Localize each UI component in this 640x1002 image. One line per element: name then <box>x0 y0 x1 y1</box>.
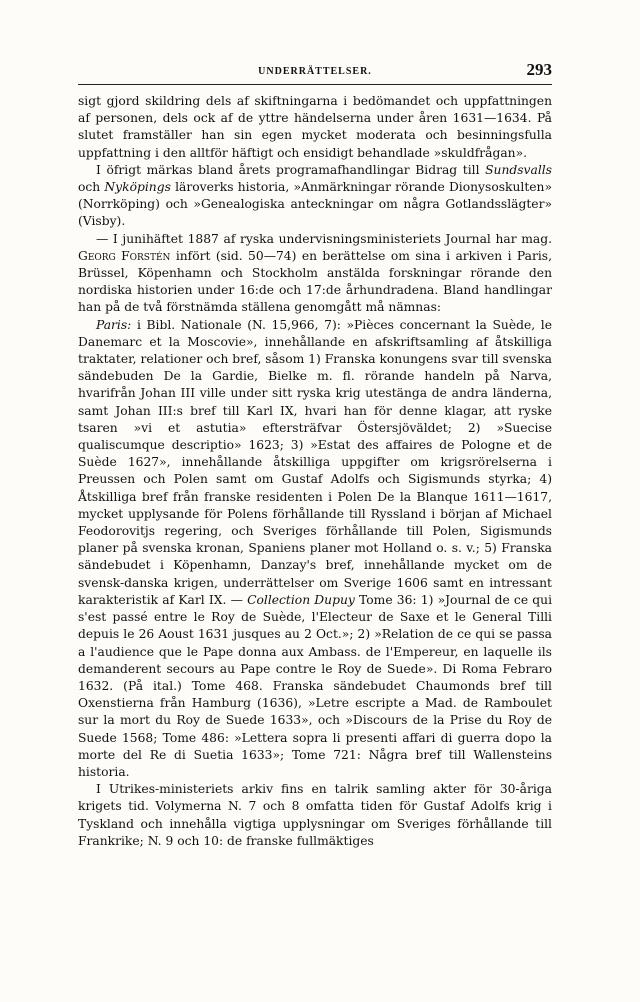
paragraph <box>78 162 552 231</box>
page-header <box>78 60 552 82</box>
text-run: — I junihäftet 1887 af ryska undervisningsministeriets Journal har mag. <box>96 231 552 246</box>
text-run: infört (sid. 50—74) en berättelse om sina i arkiven i Paris, Brüssel, Köpenhamn och Stockholm anstälda forskningar rörande den nordiska historien under 16:de och 17:de århundradena. Bland handlingar han på de två förstnämda ställena genomgått må nämnas: <box>78 248 552 315</box>
text-run: Tome 36: 1) »Journal de ce qui s'est passé entre le Roy de Suède, l'Electeur de Saxe et le General Tilli depuis le 26 Aoust 1631 jusques au 2 Oct.»; 2) »Relation de ce qui se passa a l'audience que le Pape donna aux Ambass. de l'Empereur, en laquelle ils demanderent secours au Pape contre le Roy de Suede». Di Roma Febraro 1632. (På ital.) Tome 468. Franska sändebudet Chaumonds bref till Oxenstierna från Hamburg (1636), »Letre escripte a Mad. de Ramboulet sur la mort du Roy de Suede 1633», och »Discours de la Prise du Roy de Suede 1568; Tome 486: »Lettera sopra li presenti affari di guerra dopo la morte del Re di Suetia 1633»; Tome 721: Några bref till Wallensteins historia. <box>78 592 553 779</box>
text-run: Georg Forstén <box>78 248 171 263</box>
paragraph <box>78 231 552 317</box>
body-text <box>78 93 552 850</box>
paragraph <box>78 781 552 850</box>
text-run: I Utrikes-ministeriets arkiv fins en talrik samling akter för 30-åriga krigets tid. Volymerna N. 7 och 8 omfatta tiden för Gustaf Adolfs krig i Tyskland och innehålla vigtiga upplysningar om Sveriges förhållande till Frankrike; N. 9 och 10: de franske fullmäktiges <box>78 782 552 848</box>
running-title: UNDERRÄTTELSER. <box>258 66 372 77</box>
text-run: sigt gjord skildring dels af skiftningarna i bedömandet och uppfattningen af personen, dels ock af de yttre händelserna under åren 1631—1634. På slutet framställer han sin egen mycket moderata och besinningsfulla uppfattning i den alltför häftigt och ensidigt behandlade »skuldfrågan». <box>78 94 552 160</box>
text-run: Nyköpings <box>104 180 171 195</box>
text-run: i Bibl. Nationale (N. 15,966, 7): »Pièces concernant la Suède, le Danemarc et la Moscovie», innehållande en afskriftsamling af åtskilliga traktater, relationer och bref, såsom 1) Franska konungens svar till svenska sändebuden De la Gardie, Bielke m. fl. rörande handeln på Narva, hvarifrån Johan III ville under sitt ryska krig utestänga de andra länderna, samt Johan III:s bref till Karl IX, hvari han för denne klagar, att ryske tsaren »vi et astutia» eftersträfvar Östersjöväldet; 2) »Suecise qualiscumque descriptio» 1623; 3) »Estat des affaires de Pologne et de Suède 1627», innehållande åtskilliga uppgifter om krigsrörelserna i Preussen och Polen samt om Gustaf Adolfs och Sigismunds styrka; 4) Åtskilliga bref från franske residenten i Polen De la Blanque 1611—1617, mycket upplysande för Polens förhållande till Ryssland i början af Michael Feodorovitjs regering, och Sveriges förhållande till Polen, Sigismunds planer på svenska kronan, Spaniens planer mot Holland o. s. v.; 5) Franska sändebudet i Köpenhamn, Danzay's bref, innehållande mycket om de svensk-danska krigen, underrättelser om Sverige 1606 samt en intressant karakteristik af Karl IX. — <box>78 317 552 607</box>
page-number: 293 <box>526 60 552 79</box>
text-run: läroverks historia, »Anmärkningar rörande Dionysoskulten» (Norrköping) och »Genealogiska anteckningar om några Gotlandsslägter» (Visby). <box>78 180 552 229</box>
text-run: Paris: <box>96 317 132 332</box>
paragraph <box>78 317 552 781</box>
book-page <box>78 60 552 850</box>
paragraph <box>78 93 552 162</box>
text-run: I öfrigt märkas bland årets programafhandlingar Bidrag till <box>96 162 486 177</box>
text-run: och <box>78 180 105 195</box>
text-run: Collection Dupuy <box>247 592 355 607</box>
header-rule <box>78 84 552 85</box>
text-run: Sundsvalls <box>485 162 552 177</box>
